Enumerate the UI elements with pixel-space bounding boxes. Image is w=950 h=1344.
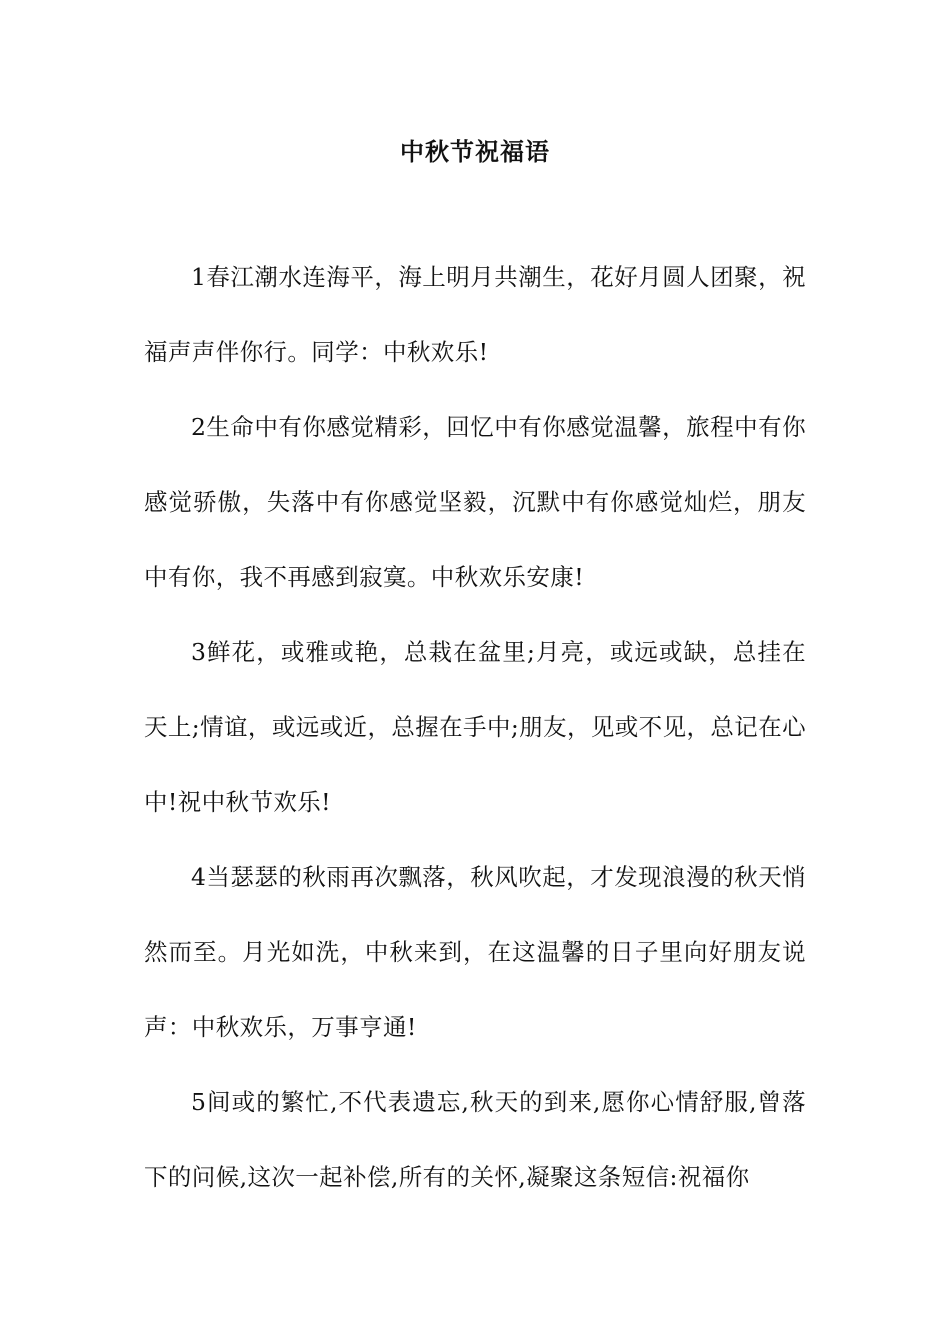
paragraph-4: 4当瑟瑟的秋雨再次飘落，秋风吹起，才发现浪漫的秋天悄然而至。月光如洗，中秋来到，在这温馨的日子里向好朋友说声：中秋欢乐，万事亨通! xyxy=(144,863,806,1041)
document-title: 中秋节祝福语 xyxy=(400,137,550,166)
paragraph-1: 1春江潮水连海平，海上明月共潮生，花好月圆人团聚，祝福声声伴你行。同学：中秋欢乐! xyxy=(144,263,806,366)
paragraph-5: 5间或的繁忙,不代表遗忘,秋天的到来,愿你心情舒服,曾落下的问候,这次一起补偿,所有的关怀,凝聚这条短信:祝福你 xyxy=(144,1088,806,1191)
paragraph-3: 3鲜花，或雅或艳，总栽在盆里;月亮，或远或缺，总挂在天上;情谊，或远或近，总握在手中;朋友，见或不见，总记在心中!祝中秋节欢乐! xyxy=(144,638,806,816)
paragraph-2: 2生命中有你感觉精彩，回忆中有你感觉温馨，旅程中有你感觉骄傲，失落中有你感觉坚毅，沉默中有你感觉灿烂，朋友中有你，我不再感到寂寞。中秋欢乐安康! xyxy=(144,413,806,591)
